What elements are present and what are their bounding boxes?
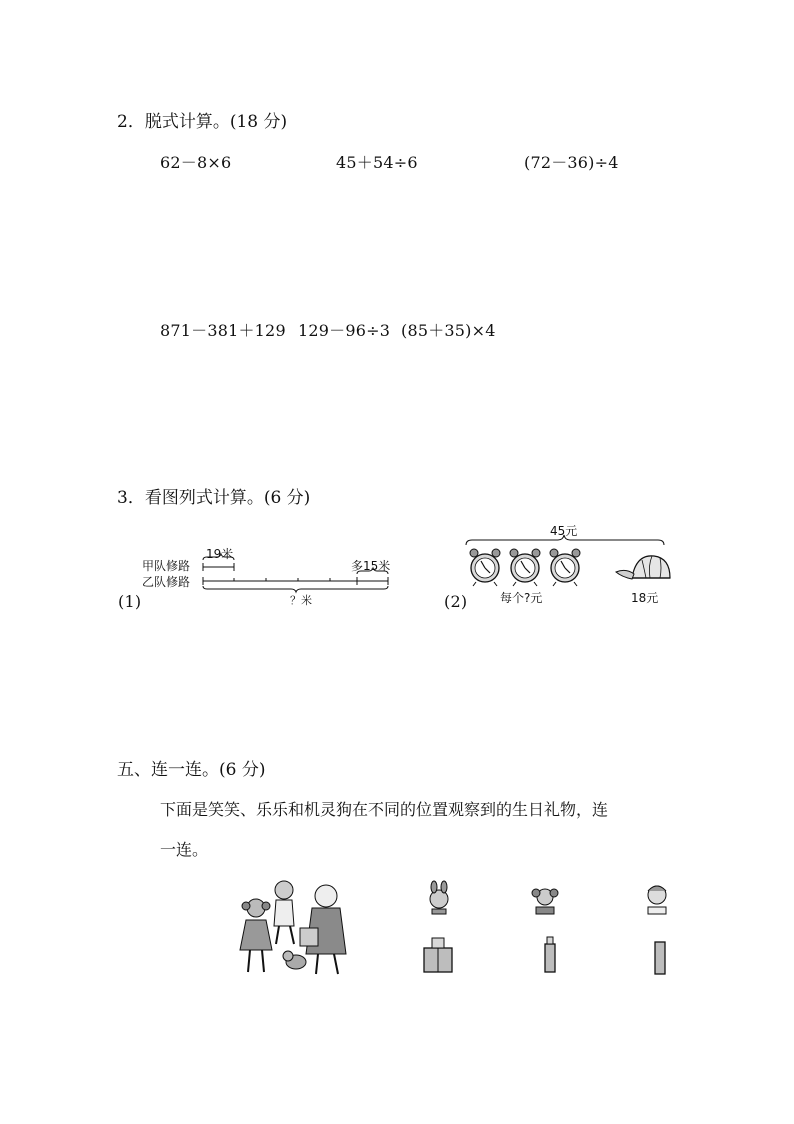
children-and-grandpa-illustration: [234, 878, 364, 978]
section5-heading: 五、连一连。(6 分): [117, 760, 266, 780]
gift-side-view: [540, 934, 560, 974]
expression-4: 871－381＋129: [160, 321, 286, 340]
boy-head-icon: [642, 879, 672, 915]
alarm-clock-icon: [506, 547, 546, 587]
dog-head-icon: [424, 879, 454, 915]
expression-1: 62－8×6: [160, 153, 232, 172]
cap-price-label: 18元: [631, 591, 659, 605]
cap-icon: [614, 552, 674, 586]
problem2-number: (2): [444, 592, 468, 611]
total-price-label: 45元: [550, 524, 578, 538]
problem1-number: (1): [118, 592, 142, 611]
expression-5: 129－96÷3: [298, 321, 391, 340]
team-b-label: 乙队修路: [142, 575, 191, 589]
alarm-clock-icon: [546, 547, 586, 587]
more-15m-label: 多15米: [351, 559, 391, 573]
expression-3: (72－36)÷4: [524, 153, 619, 172]
gift-narrow-view: [650, 940, 670, 980]
segment-19m-label: 19米: [206, 547, 234, 561]
gift-front-view: [420, 934, 456, 974]
team-a-label: 甲队修路: [142, 559, 191, 573]
instruction-line-2: 一连。: [160, 840, 209, 859]
section3-heading: 3．看图列式计算。(6 分): [117, 488, 311, 508]
unknown-length-label: ？米: [290, 594, 312, 607]
section2-heading: 2．脱式计算。(18 分): [117, 112, 288, 132]
each-price-label: 每个?元: [500, 591, 543, 605]
expression-2: 45＋54÷6: [336, 153, 418, 172]
girl-head-icon: [530, 879, 560, 915]
instruction-line-1: 下面是笑笑、乐乐和机灵狗在不同的位置观察到的生日礼物，连: [160, 800, 609, 819]
alarm-clock-icon: [466, 547, 506, 587]
expression-6: (85＋35)×4: [401, 321, 496, 340]
